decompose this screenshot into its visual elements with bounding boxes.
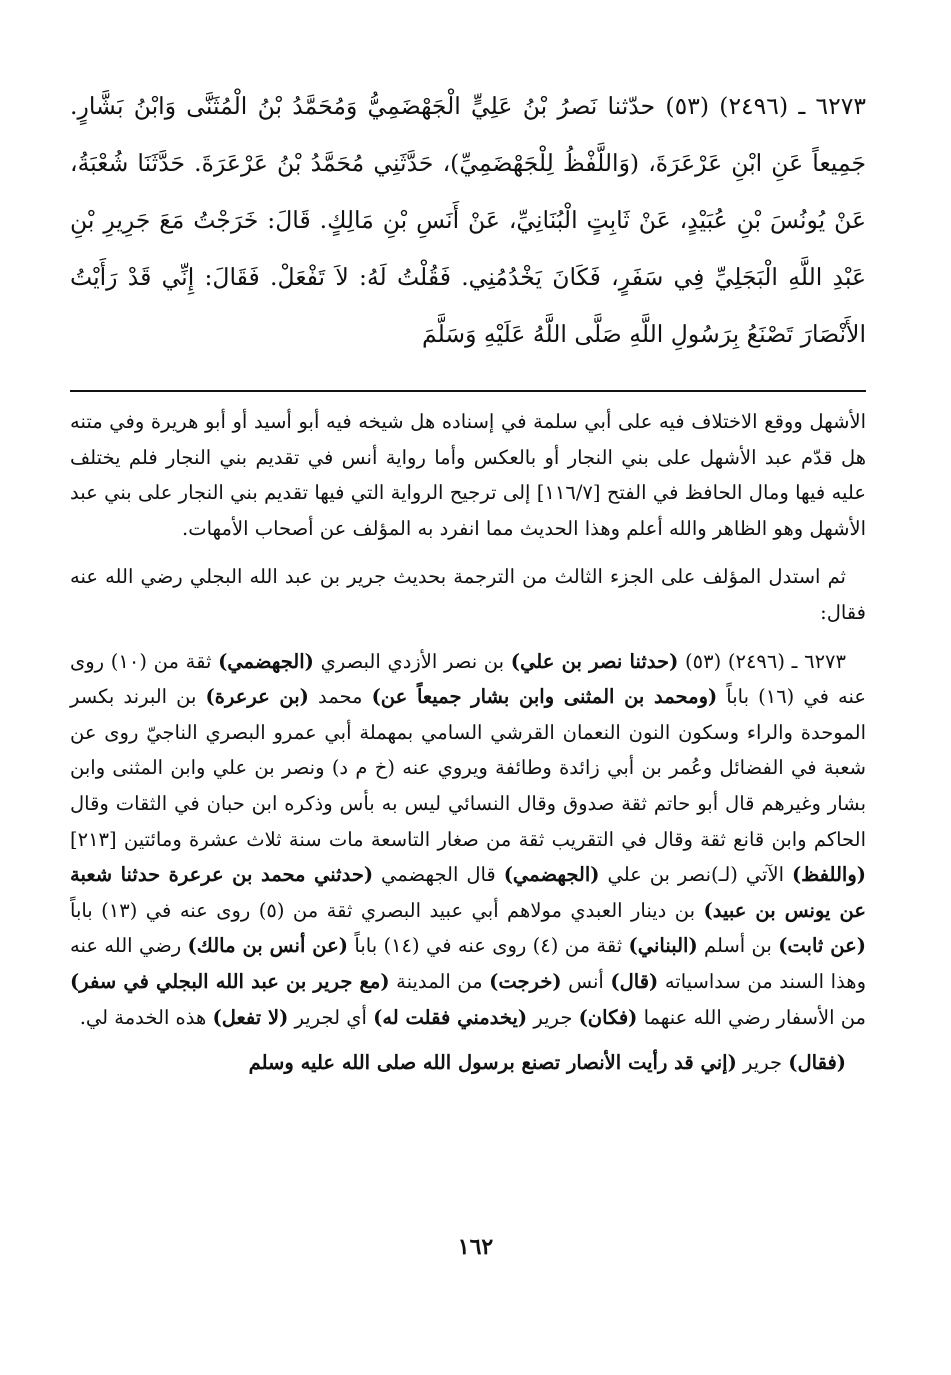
bold-quote-run: (قال) xyxy=(610,969,659,993)
bold-quote-run: (ومحمد بن المثنى وابن بشار جميعاً عن) xyxy=(371,685,718,709)
commentary-run: هذه الخدمة لي. xyxy=(79,1005,213,1029)
commentary-run: قال الجهضمي xyxy=(373,863,504,887)
footnote-divider xyxy=(70,390,866,392)
commentary-run: بن أسلم xyxy=(697,934,779,958)
commentary-paragraph-1: الأشهل ووقع الاختلاف فيه على أبي سلمة في إسناده هل شيخه فيه أبو أسيد أو أبو هريرة وفي متنه هل قدّم عبد الأشهل على بني النجار أو بالعكس وأما رواية أنس في تقديم بني النجار فلم يختلف عليه فيها ومال الحافظ في الفتح [١١٦/٧] إلى ترجيح الرواية التي فيها تقديم بني النجار على بني عبد الأشهل وهو الظاهر والله أعلم وهذا الحديث مما انفرد به المؤلف عن أصحاب الأمهات. xyxy=(70,410,866,540)
hadith-text: ٦٢٧٣ ـ (٢٤٩٦) (٥٣) حدّثنا نَصرُ بْنُ عَلِيٍّ الْجَهْضَمِيُّ وَمُحَمَّدُ بْنُ الْمُثَنَّى وَابْنُ بَشَّارٍ. جَمِيعاً عَنِ ابْنِ عَرْعَرَةَ، (وَاللَّفْظُ لِلْجَهْضَمِيِّ)، حَدَّثَنِي مُحَمَّدُ بْنُ عَرْعَرَةَ. حَدَّثَنَا شُعْبَةُ، عَنْ يُونُسَ بْنِ عُبَيْدٍ، عَنْ ثَابِتٍ الْبُنَانِيِّ، عَنْ أَنَسِ بْنِ مَالِكٍ. قَالَ: خَرَجْتُ مَعَ جَرِيرِ بْنِ عَبْدِ اللَّهِ الْبَجَلِيِّ فِي سَفَرٍ، فَكَانَ يَخْدُمُنِي. فَقُلْتُ لَهُ: لاَ تَفْعَلْ. فَقَالَ: إِنِّي قَدْ رَأَيْتُ الأَنْصَارَ تَصْنَعُ بِرَسُولِ اللَّهِ صَلَّى اللَّهُ عَلَيْهِ وَسَلَّمَ xyxy=(70,92,866,348)
page-body xyxy=(70,78,866,1375)
commentary xyxy=(70,404,866,1081)
commentary-run: محمد xyxy=(308,685,372,709)
commentary-run: بن نصر الأزدي البصري xyxy=(313,649,511,673)
commentary-run: بن البرند بكسر الموحدة والراء وسكون النون النعمان القرشي السامي بمهملة أبي عمرو البصري الناجيّ روى عن شعبة في الفضائل وعُمر بن أبي زائدة وطائفة ويروي عنه (خ م د) ونصر بن علي وابن المثنى وابن بشار وغيرهم قال أبو حاتم ثقة صدوق وقال النسائي ليس به بأس وذكره ابن حبان في الثقات وقال الحاكم وابن قانع ثقة وقال في التقريب ثقة من صغار التاسعة مات سنة ثلاث عشرة ومائتين [٢١٣] xyxy=(70,685,866,851)
bold-quote-run: (الجهضمي) xyxy=(503,863,600,887)
commentary-run: رضي الله عنه وهذا السند من سداسياته xyxy=(70,934,866,993)
bold-quote-run: (عن أنس بن مالك) xyxy=(187,934,349,958)
page-number: ١٦٢ xyxy=(457,1234,494,1260)
bold-quote-run: (إني قد رأيت الأنصار تصنع برسول الله صلى الله عليه وسلم xyxy=(248,1051,737,1075)
bold-quote-run: (يخدمني فقلت له) xyxy=(373,1005,528,1029)
commentary-run: ثقة من (١٠) روى عنه في (١٦) باباً xyxy=(70,649,866,709)
commentary-run: جرير xyxy=(527,1005,579,1029)
bold-quote-run: (خرجت) xyxy=(489,969,562,993)
bold-quote-run: (فكان) xyxy=(578,1005,638,1029)
bold-quote-run: (مع جرير بن عبد الله البجلي في سفر) xyxy=(70,969,390,993)
commentary-run: ٦٢٧٣ ـ (٢٤٩٦) (٥٣) xyxy=(678,649,846,673)
commentary-run: من الأسفار رضي الله عنهما xyxy=(637,1005,866,1029)
bold-quote-run: (عن ثابت) xyxy=(778,934,867,958)
commentary-run: أنس xyxy=(561,969,611,993)
commentary-paragraph-2: ثم استدل المؤلف على الجزء الثالث من الترجمة بحديث جرير بن عبد الله البجلي رضي الله عنه فقال: xyxy=(70,565,866,624)
commentary-run: أي لجرير xyxy=(288,1005,374,1029)
commentary-paragraph-4 xyxy=(70,1045,866,1081)
commentary-run: الآتي (لـ)نصر بن علي xyxy=(599,863,792,887)
bold-quote-run: (فقال) xyxy=(788,1051,846,1075)
commentary-run: من المدينة xyxy=(389,969,490,993)
bold-quote-run: (واللفظ) xyxy=(791,863,866,887)
commentary-paragraph-3 xyxy=(70,644,866,1036)
commentary-run: جرير xyxy=(736,1051,789,1075)
bold-quote-run: (البناني) xyxy=(628,934,698,958)
bold-quote-run: (لا تفعل) xyxy=(212,1005,289,1029)
bold-quote-run: (بن عرعرة) xyxy=(205,685,309,709)
commentary-run: بن دينار العبدي مولاهم أبي عبيد البصري ثقة من (٥) روى عنه في (١٣) باباً xyxy=(70,898,704,922)
bold-quote-run: (الجهضمي) xyxy=(218,649,314,673)
commentary-run: ثقة من (٤) روى عنه في (١٤) باباً xyxy=(348,934,629,958)
bold-quote-run: (حدثني محمد بن عرعرة حدثنا شعبة عن يونس بن عبيد) xyxy=(70,863,866,922)
bold-quote-run: (حدثنا نصر بن علي) xyxy=(510,649,679,673)
